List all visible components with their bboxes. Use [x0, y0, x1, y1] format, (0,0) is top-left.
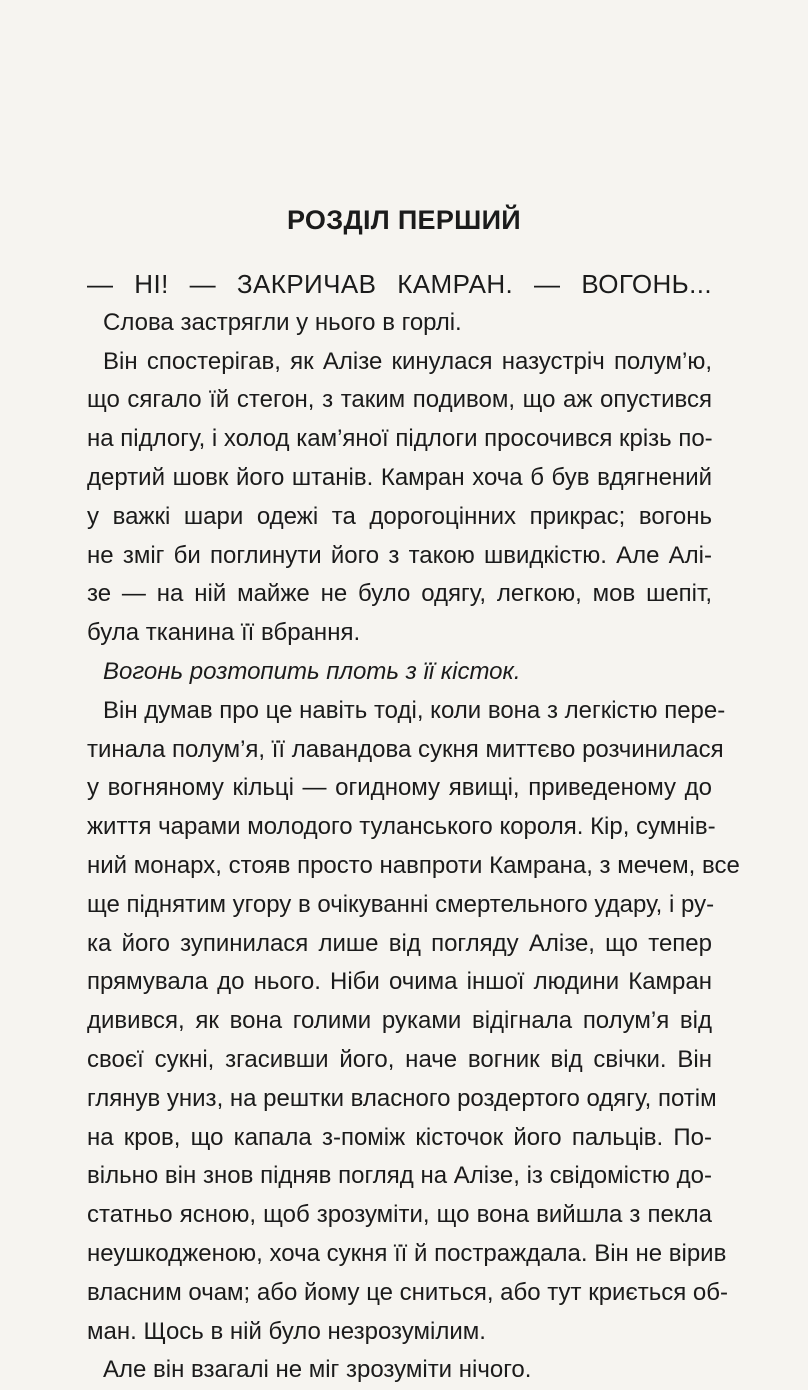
- text-line: Він думав про це навіть тоді, коли вона з легкістю пере-: [103, 696, 726, 724]
- opening-line: — НІ! — ЗАКРИЧАВ КАМРАН. — ВОГОНЬ...: [87, 269, 712, 299]
- text-line: ний монарх, стояв просто навпроти Камрана, з мечем, все: [87, 851, 740, 879]
- text-line: ман. Щось в ній було незрозумілим.: [87, 1317, 486, 1345]
- text-line: тинала полум’я, її лавандова сукня миттєво розчинилася: [87, 735, 724, 763]
- text-line: неушкодженою, хоча сукня її й постраждала. Він не вірив: [87, 1239, 727, 1267]
- chapter-title: РОЗДІЛ ПЕРШИЙ: [286, 205, 522, 235]
- text-line: не зміг би поглинути його з такою швидкістю. Але Алі-: [87, 541, 712, 569]
- text-line: статньо ясною, щоб зрозуміти, що вона вийшла з пекла: [87, 1201, 712, 1229]
- text-line: життя чарами молодого туланського короля. Кір, сумнів-: [87, 813, 716, 841]
- text-line: дертий шовк його штанів. Камран хоча б був вдягнений: [87, 463, 712, 491]
- text-line: власним очам; або йому це сниться, або тут криється об-: [87, 1278, 728, 1306]
- text-line: що сягало їй стегон, з таким подивом, що аж опустився: [87, 386, 712, 414]
- chapter-text: [87, 265, 740, 1390]
- text-line: прямувала до нього. Ніби очима іншої людини Камран: [87, 968, 712, 996]
- text-line: глянув униз, на рештки власного роздертого одягу, потім: [87, 1084, 717, 1112]
- text-line: у вогняному кільці — огидному явищі, приведеному до: [87, 774, 712, 802]
- italic-line: Вогонь розтопить плоть з її кісток.: [103, 657, 521, 685]
- text-line: Але він взагалі не міг зрозуміти нічого.: [103, 1356, 532, 1384]
- text-line: ка його зупинилася лише від погляду Алізе, що тепер: [87, 929, 712, 957]
- text-line: ще піднятим угору в очікуванні смертельного удару, і ру-: [87, 890, 715, 918]
- text-line: своєї сукні, згасивши його, наче вогник від свічки. Він: [87, 1045, 712, 1073]
- text-line: була тканина її вбрання.: [87, 619, 361, 647]
- text-line: дивився, як вона голими руками відігнала полум’я від: [87, 1007, 712, 1035]
- text-line: вільно він знов підняв погляд на Алізе, із свідомістю до-: [87, 1162, 712, 1190]
- text-line: у важкі шари одежі та дорогоцінних прикрас; вогонь: [87, 502, 712, 530]
- text-line: Він спостерігав, як Алізе кинулася назустріч полум’ю,: [103, 347, 712, 375]
- text-line: зе — на ній майже не було одягу, легкою, мов шепіт,: [87, 580, 712, 608]
- text-line: на підлогу, і холод кам’яної підлоги просочився крізь по-: [87, 425, 713, 453]
- text-line: на кров, що капала з-поміж кісточок його пальців. По-: [87, 1123, 712, 1151]
- text-line: Слова застрягли у нього в горлі.: [103, 308, 462, 336]
